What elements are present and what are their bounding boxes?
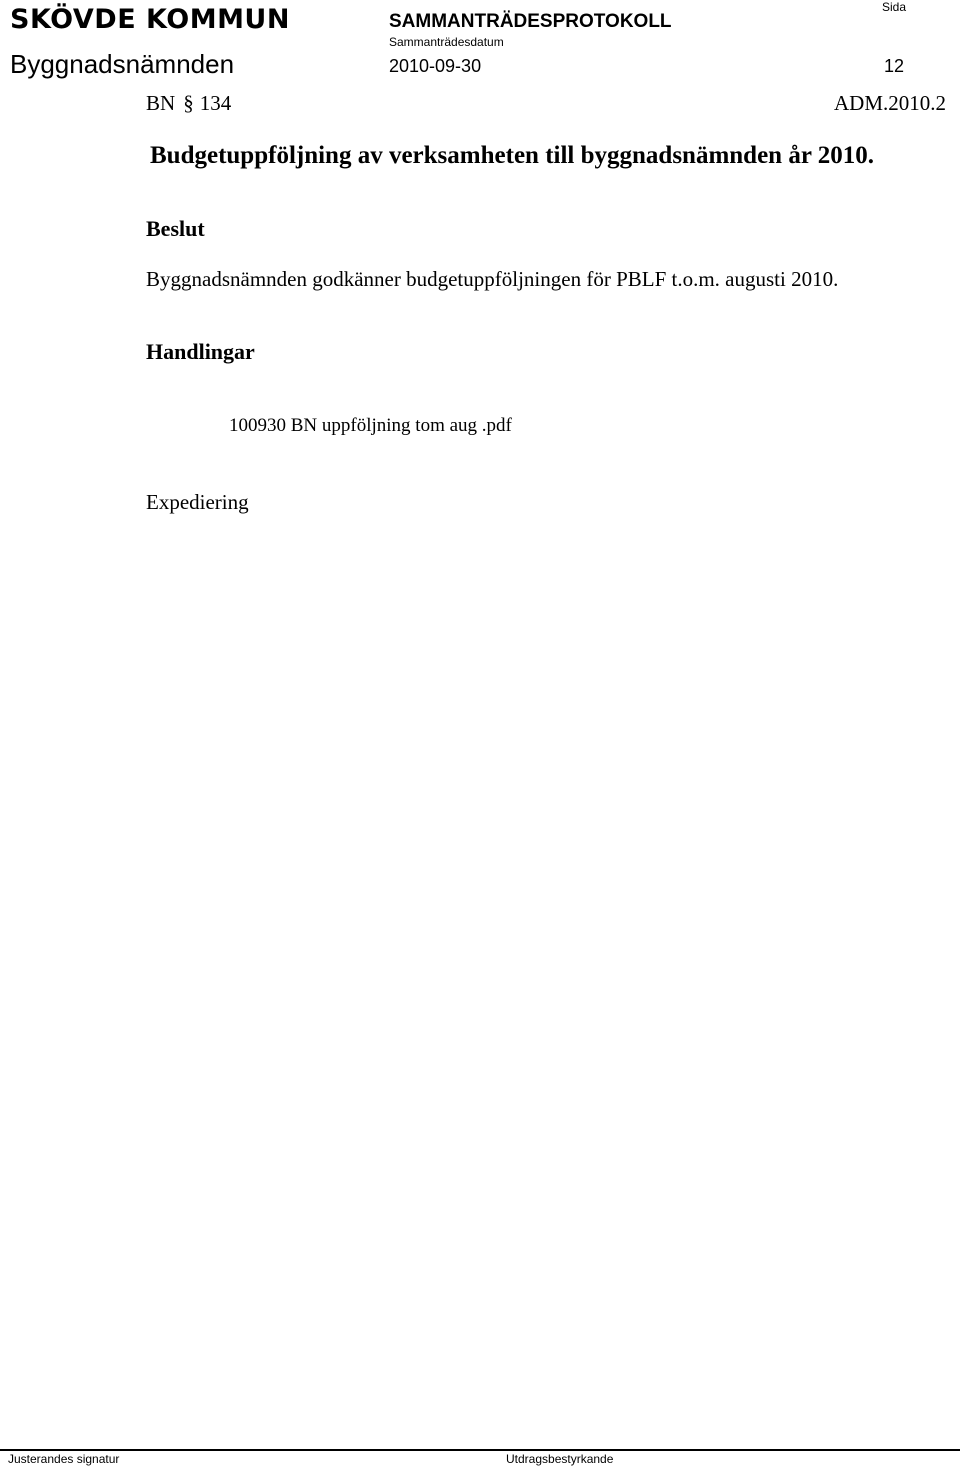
page-label: Sida — [882, 0, 907, 14]
decision-text: Byggnadsnämnden godkänner budgetuppföljningen för PBLF t.o.m. augusti 2010. — [146, 267, 839, 291]
footer-divider — [0, 1449, 960, 1451]
decision-heading: Beslut — [146, 216, 205, 241]
page-number: 12 — [884, 56, 905, 76]
case-number — [146, 91, 231, 115]
signature-label: Justerandes signatur — [8, 1452, 120, 1466]
municipality-logo: SKÖVDE KOMMUN — [10, 4, 290, 35]
documents-heading: Handlingar — [146, 339, 255, 364]
section-symbol: § — [183, 91, 194, 115]
case-reference: ADM.2010.2 — [833, 91, 946, 115]
protocol-title: SAMMANTRÄDESPROTOKOLL — [389, 11, 672, 32]
attachment-link[interactable]: 100930 BN uppföljning tom aug .pdf — [229, 415, 512, 436]
meeting-date-label: Sammanträdesdatum — [389, 35, 504, 49]
case-prefix: BN — [146, 91, 176, 115]
meeting-date: 2010-09-30 — [389, 56, 482, 76]
certification-label: Utdragsbestyrkande — [506, 1452, 614, 1466]
case-paragraph-number: 134 — [199, 91, 232, 115]
committee-name: Byggnadsnämnden — [10, 49, 235, 79]
distribution-heading: Expediering — [146, 490, 249, 514]
item-heading: Budgetuppföljning av verksamheten till byggnadsnämnden år 2010. — [150, 142, 874, 169]
